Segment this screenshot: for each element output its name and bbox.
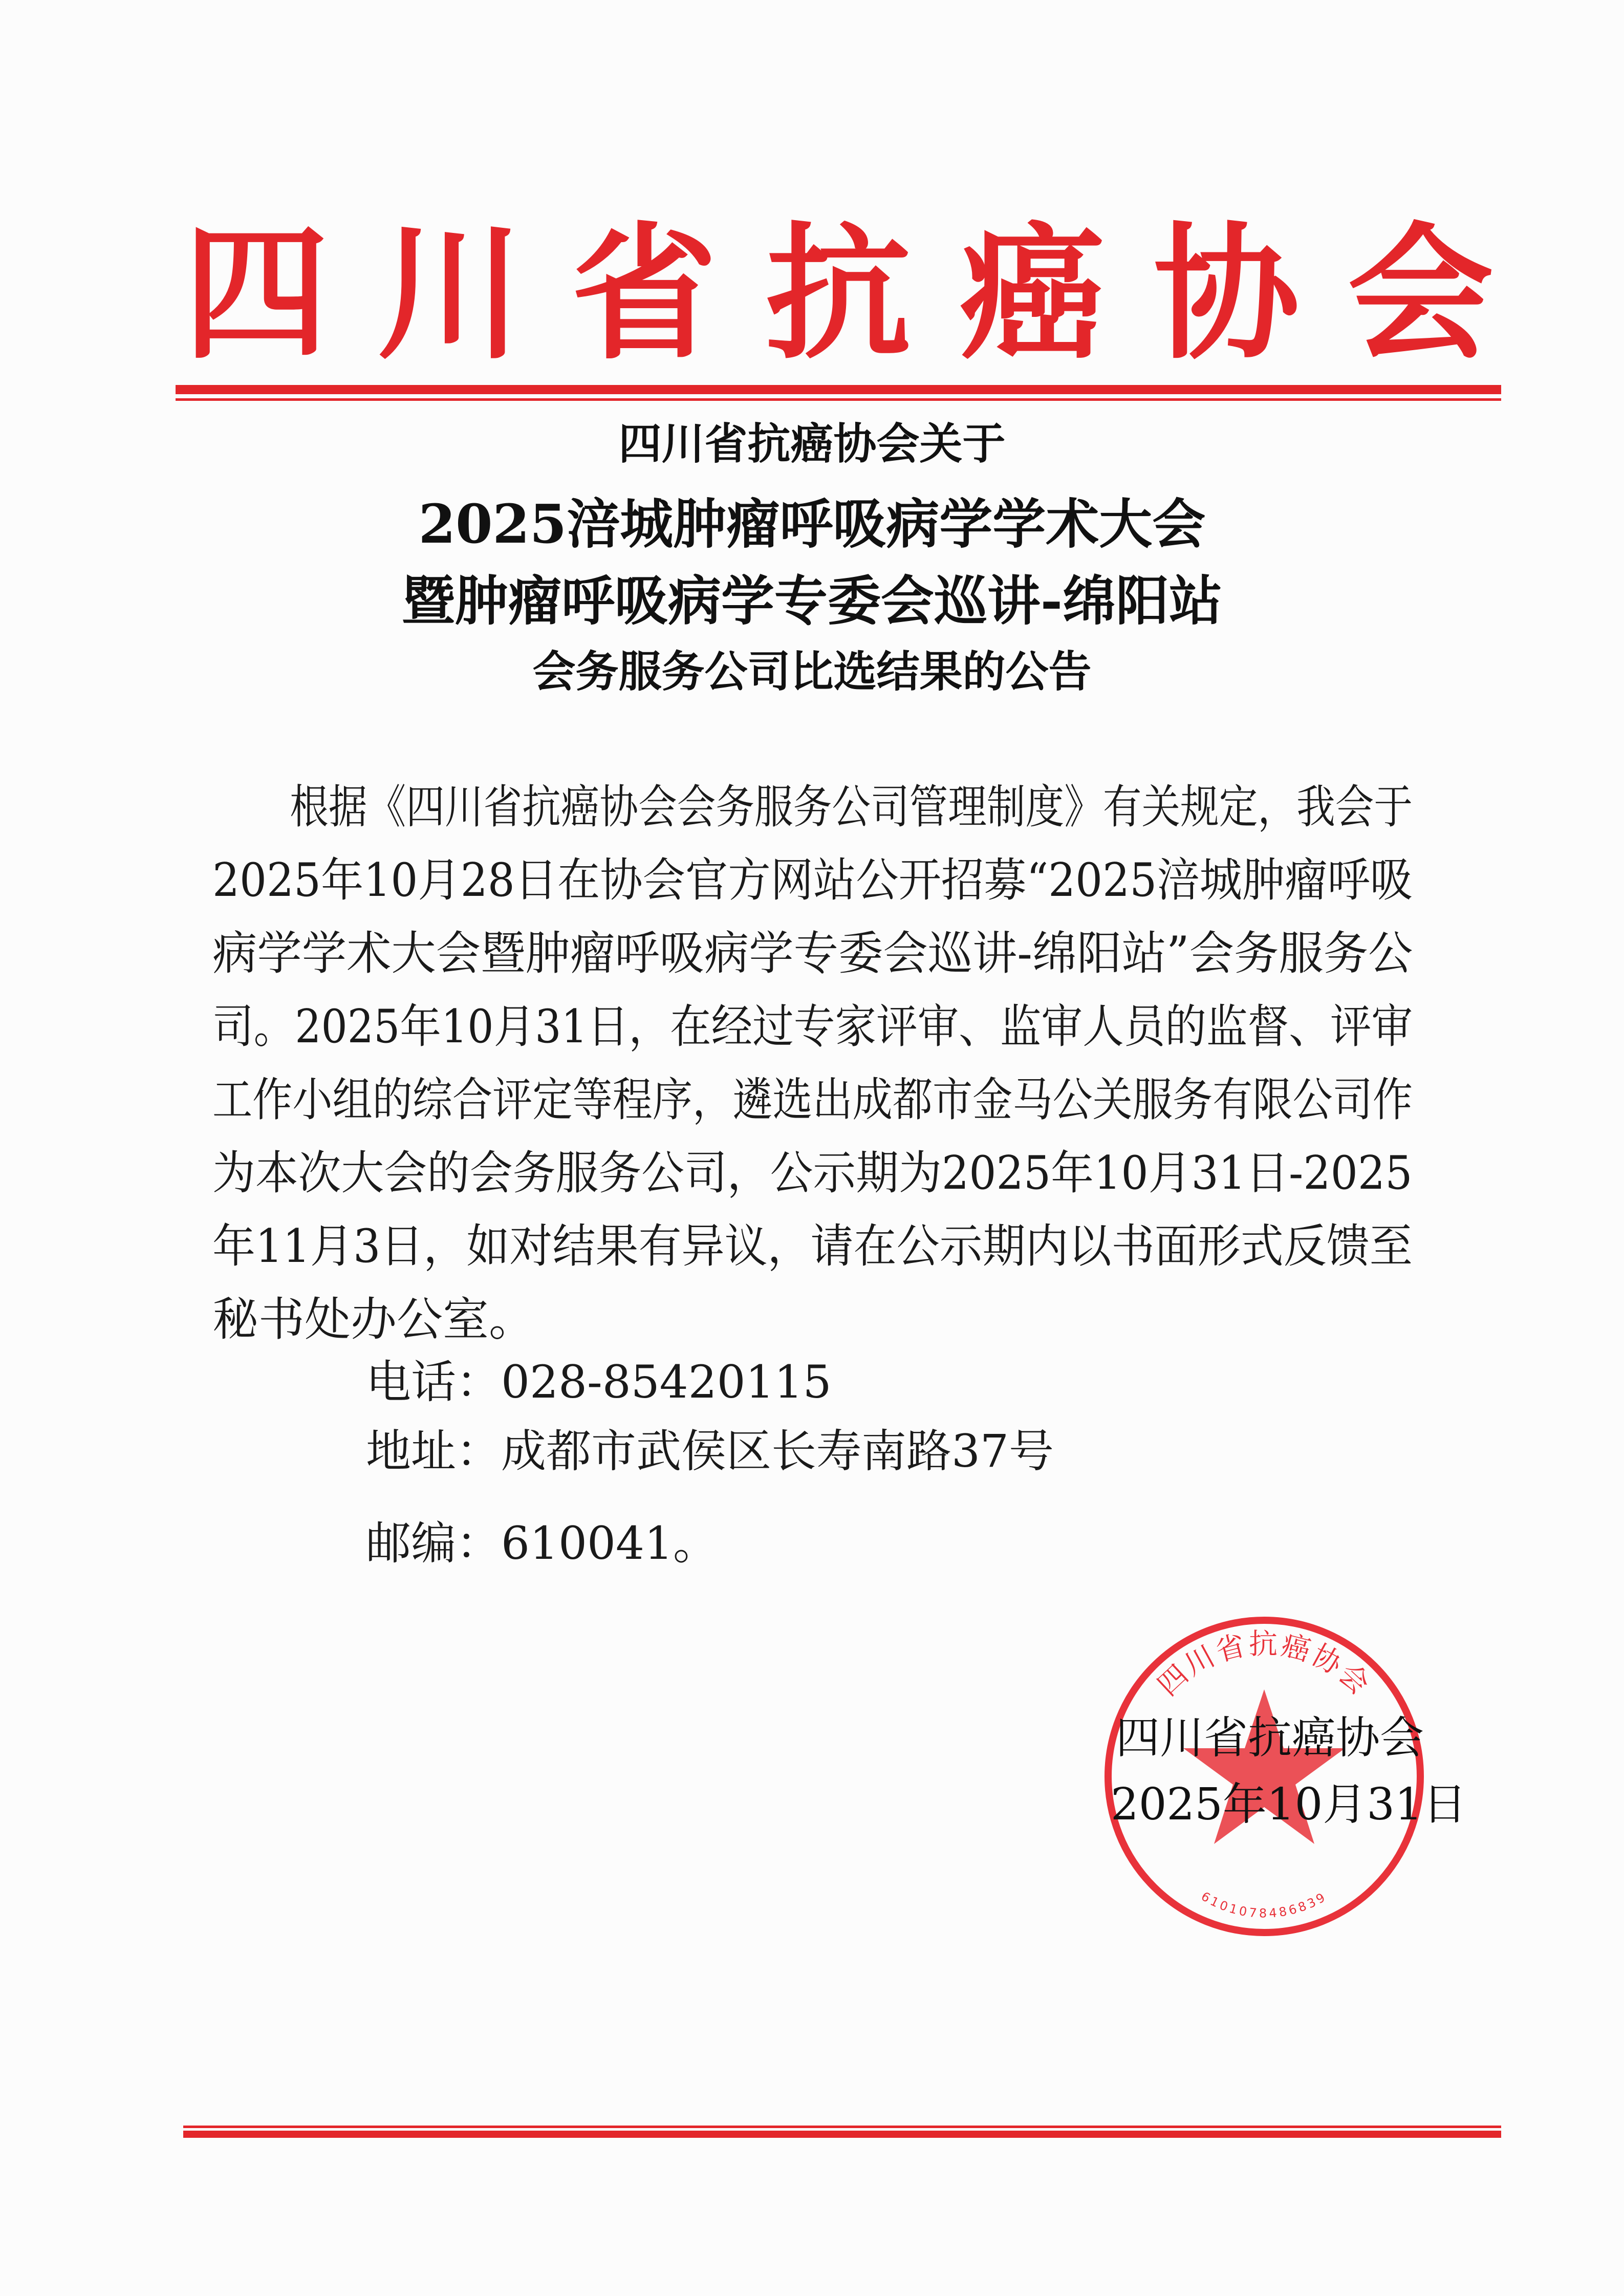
letterhead-char: 会 <box>1347 209 1493 379</box>
body-line <box>212 1063 1413 1136</box>
body-line <box>212 990 1413 1063</box>
body-line-text: 2025年10月28日在协会官方网站公开招募“2025涪城肿瘤呼吸 <box>212 853 1413 907</box>
letterhead-char: 癌 <box>959 209 1106 379</box>
seal-arc-text: 四川省抗癌协会 <box>1151 1627 1377 1703</box>
letterhead-char: 省 <box>571 209 718 379</box>
letterhead-char: 四 <box>183 209 329 379</box>
contact-postcode: 邮编：610041。 <box>366 1517 718 1570</box>
notice-title-line3: 暨肿瘤呼吸病学专委会巡讲-绵阳站 <box>401 569 1223 632</box>
footer-divider-thin <box>183 2126 1501 2128</box>
notice-title-line4: 会务服务公司比选结果的公告 <box>532 646 1092 697</box>
body-line <box>212 917 1413 990</box>
body-line-text: 秘书处办公室。 <box>212 1293 535 1346</box>
body-line <box>212 1136 1413 1210</box>
signature-org: 四川省抗癌协会 <box>1116 1712 1424 1764</box>
body-line-text: 工作小组的综合评定等程序，遴选出成都市金马公关服务有限公司作 <box>212 1073 1413 1127</box>
letterhead-char: 川 <box>377 209 524 379</box>
letterhead-char: 协 <box>1153 209 1300 379</box>
body-line <box>212 844 1413 917</box>
header-divider-thin <box>176 398 1501 401</box>
letterhead-title <box>183 200 1493 379</box>
body-line <box>212 1283 1413 1356</box>
letterhead-char: 抗 <box>765 209 912 379</box>
body-line-text: 司。2025年10月31日，在经过专家评审、监审人员的监督、评审 <box>212 1000 1413 1054</box>
notice-title-line1: 四川省抗癌协会关于 <box>618 418 1006 469</box>
signature-date: 2025年10月31日 <box>1111 1779 1467 1830</box>
footer-divider <box>183 2131 1501 2138</box>
body-line-text: 根据《四川省抗癌协会会务服务公司管理制度》有关规定，我会于 <box>212 780 1413 834</box>
body-line-text: 病学学术大会暨肿瘤呼吸病学专委会巡讲-绵阳站”会务服务公 <box>212 927 1413 980</box>
official-seal <box>1100 1613 1428 1940</box>
header-divider <box>176 385 1501 394</box>
body-line <box>212 1210 1413 1283</box>
contact-address: 地址：成都市武侯区长寿南路37号 <box>366 1425 1054 1477</box>
body-line-text: 为本次大会的会务服务公司，公示期为2025年10月31日-2025 <box>212 1146 1413 1200</box>
contact-phone: 电话：028-85420115 <box>366 1356 832 1408</box>
notice-title-line2: 2025涪城肿瘤呼吸病学学术大会 <box>418 492 1206 555</box>
body-line <box>212 770 1413 844</box>
body-line-text: 年11月3日，如对结果有异议，请在公示期内以书面形式反馈至 <box>212 1219 1413 1273</box>
seal-number: 6101078486839 <box>1199 1889 1330 1921</box>
